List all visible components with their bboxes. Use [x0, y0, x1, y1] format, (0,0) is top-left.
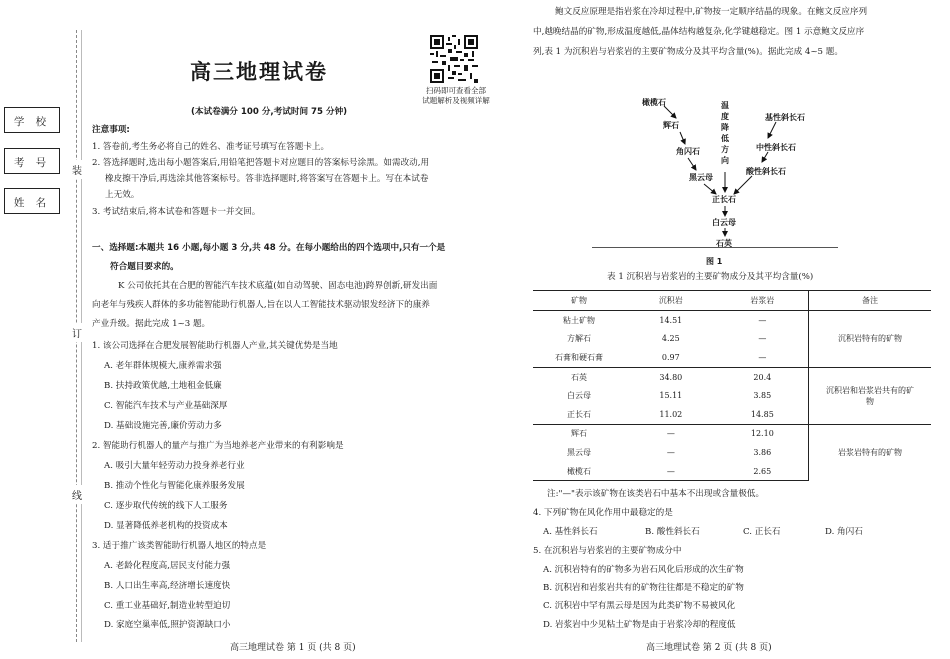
cell-sedimentary: 11.02 — [659, 409, 683, 419]
node-intermediate-plagioclase: 中性斜长石 — [756, 143, 796, 152]
node-muscovite: 白云母 — [712, 218, 736, 227]
notice-3: 3. 考试结束后,将本试卷和答题卡一并交回。 — [92, 207, 261, 217]
label-temperature-4: 低 — [721, 134, 729, 143]
question-5-option-d: D. 岩浆岩中少见粘土矿物是由于岩浆冷却的程度低 — [543, 620, 736, 630]
question-4-option-a: A. 基性斜长石 — [543, 527, 598, 537]
diagram-baseline — [592, 247, 838, 248]
notice-2: 2. 答选择题时,选出每小题答案后,用铅笔把答题卡对应题目的答案标号涂黑。如需改动,用 — [92, 158, 430, 168]
page-1-footer: 高三地理试卷 第 1 页 (共 8 页) — [230, 643, 356, 653]
passage-1-line-3: 产业升级。据此完成 1~3 题。 — [92, 319, 211, 329]
cell-sedimentary: 14.51 — [659, 315, 683, 325]
cell-sedimentary: — — [625, 424, 717, 443]
cell-igneous: 3.86 — [753, 447, 772, 457]
page-title: 高三地理试卷 — [190, 59, 328, 84]
figure-caption: 图 1 — [706, 257, 723, 266]
notice-heading: 注意事项: — [92, 125, 130, 135]
table-row — [533, 424, 931, 443]
mineral-table — [533, 290, 931, 481]
node-pyroxene: 辉石 — [663, 121, 679, 130]
cell-mineral: 黑云母 — [567, 447, 592, 457]
cell-remark: 沉积岩特有的矿物 — [809, 311, 931, 368]
label-temperature-6: 向 — [721, 156, 729, 165]
question-4-option-b: B. 酸性斜长石 — [645, 527, 700, 537]
cell-igneous: 20.4 — [717, 367, 809, 386]
question-5-option-c: C. 沉积岩中罕有黑云母是因为此类矿物不易被风化 — [543, 601, 736, 611]
cell-mineral: 橄榄石 — [533, 462, 625, 481]
question-3-option-d: D. 家庭空巢率低,照护资源缺口小 — [104, 620, 231, 630]
cell-sedimentary: 34.80 — [625, 367, 717, 386]
cell-igneous: — — [758, 334, 767, 344]
name-field — [4, 188, 60, 214]
table-title: 表 1 沉积岩与岩浆岩的主要矿物成分及其平均含量(%) — [607, 272, 814, 282]
qr-code-icon — [430, 35, 478, 83]
label-temperature-2: 度 — [721, 112, 729, 121]
node-biotite: 黑云母 — [689, 173, 713, 182]
table-row — [533, 311, 931, 330]
node-quartz: 石英 — [716, 239, 732, 248]
question-1-option-a: A. 老年群体规模大,康养需求强 — [104, 361, 222, 371]
node-orthoclase: 正长石 — [712, 195, 736, 204]
question-4-stem: 4. 下列矿物在风化作用中最稳定的是 — [533, 508, 673, 518]
header-igneous: 岩浆岩 — [717, 291, 809, 311]
cell-remark: 岩浆岩特有的矿物 — [809, 424, 931, 481]
question-4-option-c: C. 正长石 — [743, 527, 781, 537]
question-1-option-c: C. 智能汽车技术与产业基础深厚 — [104, 401, 228, 411]
table-row — [533, 367, 931, 386]
qr-caption-line-2: 试题解析及视频详解 — [422, 96, 490, 105]
notice-1: 1. 答卷前,考生务必将自己的姓名、准考证号填写在答题卡上。 — [92, 142, 330, 152]
exam-number-label: 考 号 — [13, 157, 51, 169]
question-2-option-a: A. 吸引大量年轻劳动力投身养老行业 — [104, 461, 245, 471]
node-basic-plagioclase: 基性斜长石 — [765, 113, 805, 122]
header-sedimentary: 沉积岩 — [625, 291, 717, 311]
exam-number-field — [4, 148, 60, 174]
table-note: 注:"—"表示该矿物在该类岩石中基本不出现或含量极低。 — [547, 489, 765, 499]
passage-1-line-2: 向老年与残疾人群体的多功能智能助行机器人,旨在以人工智能技术驱动银发经济下的康养 — [92, 300, 430, 310]
node-amphibole: 角闪石 — [676, 147, 700, 156]
question-1-option-d: D. 基础设施完善,廉价劳动力多 — [104, 421, 222, 431]
binding-mark-ding: 订 — [72, 323, 82, 342]
name-label: 姓 名 — [13, 197, 51, 209]
cell-igneous: — — [758, 315, 767, 325]
section-heading-cont: 符合题目要求的。 — [110, 262, 179, 272]
question-4-option-d: D. 角闪石 — [825, 527, 863, 537]
node-olivine: 橄榄石 — [642, 98, 666, 107]
question-3-option-b: B. 人口出生率高,经济增长速度快 — [104, 581, 231, 591]
cell-igneous: 3.85 — [753, 391, 772, 401]
intro-line-3: 列,表 1 为沉积岩与岩浆岩的主要矿物成分及其平均含量(%)。据此完成 4~5 题。 — [533, 47, 843, 57]
header-remark: 备注 — [809, 291, 931, 311]
notice-2-end: 上无效。 — [105, 190, 140, 200]
passage-1-line-1: K 公司依托其在合肥的智能汽车技术底蕴(如自动驾驶、固态电池)跨界创新,研发出面 — [118, 281, 438, 291]
exam-info: (本试卷满分 100 分,考试时间 75 分钟) — [191, 107, 348, 117]
qr-caption-line-1: 扫码即可查看全部 — [426, 86, 486, 95]
question-1-option-b: B. 扶持政策优越,土地租金低廉 — [104, 381, 222, 391]
cell-mineral: 辉石 — [533, 424, 625, 443]
cell-remark: 沉积岩和岩浆岩共有的矿物 — [809, 367, 931, 424]
arrow-plag-acid-orthoclase — [734, 176, 752, 194]
question-3-stem: 3. 适于推广该类智能助行机器人地区的特点是 — [92, 541, 267, 551]
arrow-plag-intermediate-acid — [762, 152, 768, 162]
cell-mineral: 粘土矿物 — [563, 315, 596, 325]
binding-mark-xian: 线 — [72, 485, 82, 504]
arrow-amphibole-biotite — [688, 158, 696, 170]
binding-mark-zhuang: 装 — [72, 160, 82, 179]
question-5-stem: 5. 在沉积岩与岩浆岩的主要矿物成分中 — [533, 546, 682, 556]
cell-sedimentary: — — [666, 447, 675, 457]
school-label: 学 校 — [13, 116, 51, 128]
cell-mineral: 石英 — [533, 367, 625, 386]
question-1-stem: 1. 该公司选择在合肥发展智能助行机器人产业,其关键优势是当地 — [92, 341, 338, 351]
cell-igneous: 2.65 — [717, 462, 809, 481]
cell-sedimentary: 15.11 — [659, 391, 683, 401]
cell-mineral: 正长石 — [567, 409, 592, 419]
page-2-footer: 高三地理试卷 第 2 页 (共 8 页) — [646, 643, 772, 653]
question-2-option-c: C. 逐步取代传统的线下人工服务 — [104, 501, 228, 511]
cell-igneous: 12.10 — [717, 424, 809, 443]
question-2-option-d: D. 显著降低养老机构的投资成本 — [104, 521, 228, 531]
school-field — [4, 107, 60, 133]
table-header-row — [533, 291, 931, 311]
cell-mineral: 方解石 — [567, 334, 592, 344]
cell-sedimentary: 0.97 — [661, 352, 680, 362]
section-heading: 一、选择题:本题共 16 小题,每小题 3 分,共 48 分。在每小题给出的四个选项中,只有一个是 — [92, 243, 446, 253]
header-mineral: 矿物 — [533, 291, 625, 311]
node-acid-plagioclase: 酸性斜长石 — [746, 167, 786, 176]
question-3-option-a: A. 老龄化程度高,居民支付能力强 — [104, 561, 231, 571]
question-2-stem: 2. 智能助行机器人的量产与推广为当地养老产业带来的有利影响是 — [92, 441, 344, 451]
question-5-option-b: B. 沉积岩和岩浆岩共有的矿物往往都是不稳定的矿物 — [543, 583, 744, 593]
arrow-pyroxene-amphibole — [680, 132, 685, 144]
question-5-option-a: A. 沉积岩特有的矿物多为岩石风化后形成的次生矿物 — [543, 565, 744, 575]
cell-mineral: 白云母 — [567, 391, 592, 401]
question-2-option-b: B. 推动个性化与智能化康养服务发展 — [104, 481, 245, 491]
cell-igneous: — — [758, 352, 767, 362]
cell-sedimentary: — — [625, 462, 717, 481]
label-temperature-3: 降 — [721, 123, 729, 132]
intro-line-2: 中,越晚结晶的矿物,形成温度越低,晶体结构越复杂,化学键越稳定。图 1 示意鲍文反应序 — [533, 27, 865, 37]
cell-sedimentary: 4.25 — [661, 334, 680, 344]
intro-line-1: 鲍文反应原理是指岩浆在冷却过程中,矿物按一定顺序结晶的现象。在鲍文反应序列 — [555, 7, 868, 17]
cell-mineral: 石膏和硬石膏 — [555, 352, 604, 362]
question-3-option-c: C. 重工业基础好,制造业转型迫切 — [104, 601, 231, 611]
cell-igneous: 14.85 — [750, 409, 774, 419]
arrow-plag-basic-intermediate — [768, 122, 776, 138]
arrow-biotite-orthoclase — [704, 184, 716, 194]
label-temperature-1: 温 — [721, 101, 729, 110]
notice-2-cont: 橡皮擦干净后,再选涂其他答案标号。答非选择题时,将答案写在答题卡上。写在本试卷 — [105, 174, 429, 184]
label-temperature-5: 方 — [721, 145, 729, 154]
